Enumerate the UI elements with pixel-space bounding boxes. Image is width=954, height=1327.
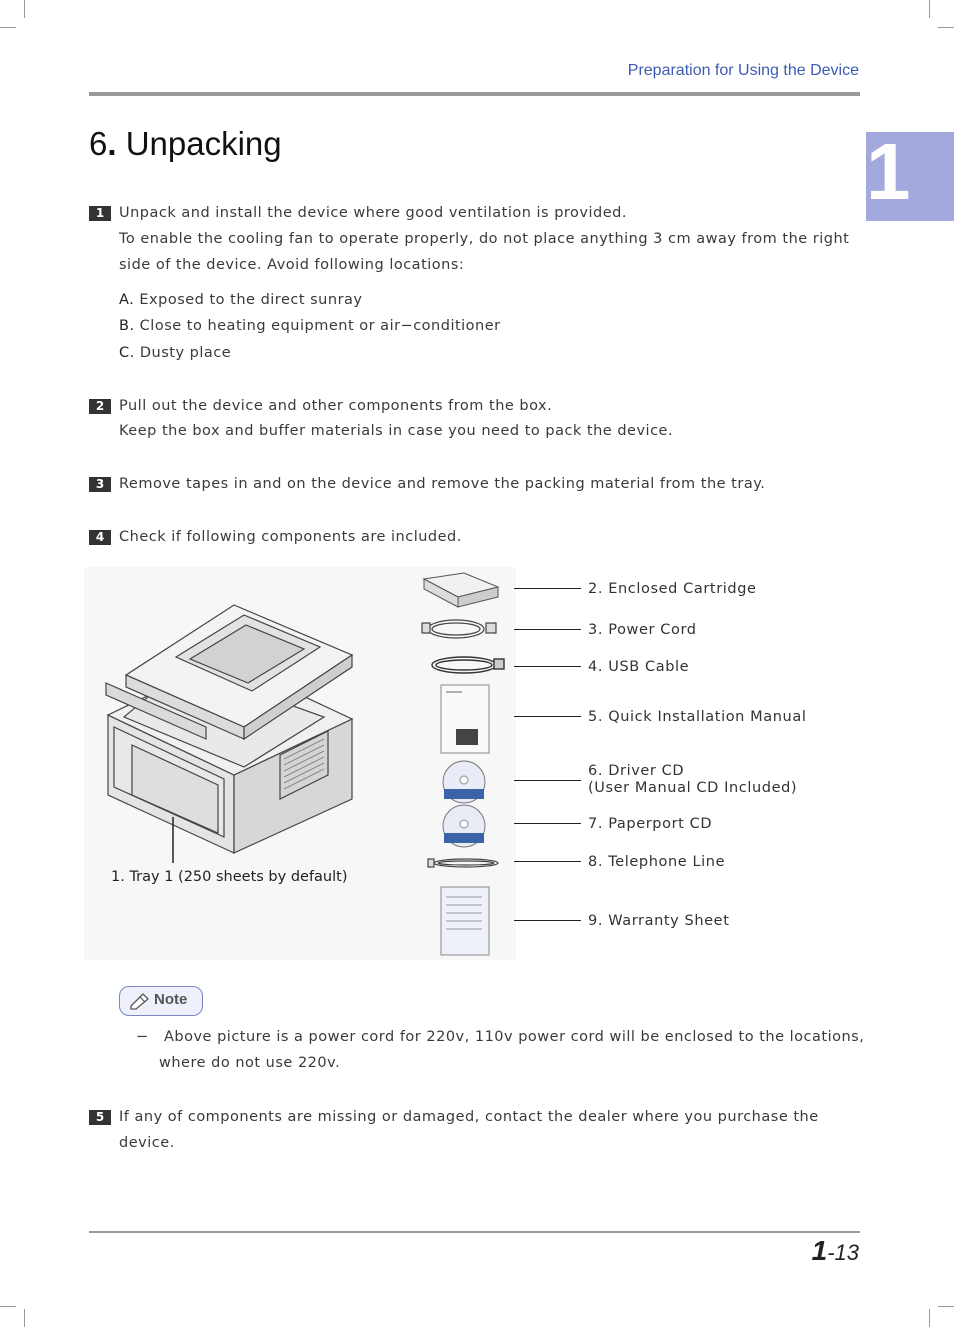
header-divider: [89, 92, 860, 96]
step-text: Pull out the device and other components from the box.: [119, 398, 553, 414]
location-text: Exposed to the direct sunray: [139, 292, 363, 308]
step-number-badge: 4: [89, 530, 111, 545]
component-label: 3. Power Cord: [588, 622, 697, 638]
page-number: [812, 1235, 859, 1267]
crop-mark: [929, 1309, 930, 1327]
location-text: Dusty place: [139, 345, 232, 361]
step-text: device.: [119, 1135, 175, 1151]
location-item: [119, 340, 231, 366]
callout-line: [514, 588, 581, 589]
component-label: 7. Paperport CD: [588, 816, 713, 832]
step-text: Unpack and install the device where good ventilation is provided.: [119, 205, 627, 221]
crop-mark: [0, 27, 16, 28]
crop-mark: [938, 27, 954, 28]
chapter-tab: [866, 127, 954, 221]
step-number-badge: 5: [89, 1110, 111, 1125]
note-label: Note: [154, 991, 188, 1008]
step-number-badge: 1: [89, 206, 111, 221]
location-letter: C.: [119, 345, 135, 361]
footer-divider: [89, 1231, 860, 1233]
component-label: 5. Quick Installation Manual: [588, 709, 807, 725]
cartridge-icon: [424, 573, 498, 607]
callout-line: [514, 780, 581, 781]
location-text: Close to heating equipment or air−conditioner: [139, 318, 501, 334]
component-label: 6. Driver CD: [588, 763, 685, 779]
component-label: 8. Telephone Line: [588, 854, 726, 870]
crop-mark: [938, 1306, 954, 1307]
location-item: [119, 313, 501, 339]
note-dash: −: [136, 1029, 149, 1045]
crop-mark: [24, 0, 25, 18]
callout-line: [514, 716, 581, 717]
warranty-sheet-icon: [441, 887, 489, 955]
page-chapter: 1: [811, 1235, 828, 1266]
component-label: 2. Enclosed Cartridge: [588, 581, 757, 597]
step-number-badge: 2: [89, 399, 111, 414]
pencil-icon: [129, 992, 151, 1010]
crop-mark: [0, 1306, 16, 1307]
step-number-badge: 3: [89, 477, 111, 492]
component-label-sub: (User Manual CD Included): [588, 780, 798, 796]
step-text: If any of components are missing or damaged, contact the dealer where you purchase the: [119, 1109, 819, 1125]
location-item: [119, 287, 363, 313]
location-letter: B.: [119, 318, 135, 334]
components-figure: [84, 567, 516, 960]
step-text: To enable the cooling fan to operate properly, do not place anything 3 cm away from the right: [119, 231, 850, 247]
power-cord-icon: [422, 620, 496, 638]
step-text: Remove tapes in and on the device and remove the packing material from the tray.: [119, 476, 766, 492]
manual-icon: [441, 685, 489, 753]
note-badge: [119, 986, 203, 1016]
note-text: [136, 1024, 864, 1076]
section-title: [89, 125, 282, 163]
callout-line: [514, 823, 581, 824]
crop-mark: [24, 1309, 25, 1327]
cd-icon: [443, 761, 485, 803]
section-dot: .: [107, 125, 117, 162]
component-label: 9. Warranty Sheet: [588, 913, 730, 929]
step-text: Keep the box and buffer materials in case you need to pack the device.: [119, 423, 674, 439]
note-line: where do not use 220v.: [159, 1055, 341, 1071]
step-text: side of the device. Avoid following locations:: [119, 257, 465, 273]
step-text: Check if following components are included.: [119, 529, 462, 545]
cd-icon: [443, 805, 485, 847]
callout-line: [514, 861, 581, 862]
running-header: Preparation for Using the Device: [627, 62, 859, 79]
callout-line: [514, 666, 581, 667]
printer-illustration: [84, 567, 516, 960]
callout-line: [514, 629, 581, 630]
location-letter: A.: [119, 292, 135, 308]
component-label: 4. USB Cable: [588, 659, 690, 675]
chapter-tab-number: 1: [866, 127, 911, 216]
note-line: Above picture is a power cord for 220v, 110v power cord will be enclosed to the locations,: [163, 1029, 865, 1045]
section-title-text: Unpacking: [125, 125, 282, 162]
callout-line: [514, 920, 581, 921]
usb-cable-icon: [432, 657, 504, 673]
crop-mark: [929, 0, 930, 18]
telephone-line-icon: [428, 859, 498, 867]
page-index: -13: [827, 1240, 859, 1265]
tray-label: 1. Tray 1 (250 sheets by default): [111, 869, 348, 885]
section-number: 6: [89, 125, 108, 162]
